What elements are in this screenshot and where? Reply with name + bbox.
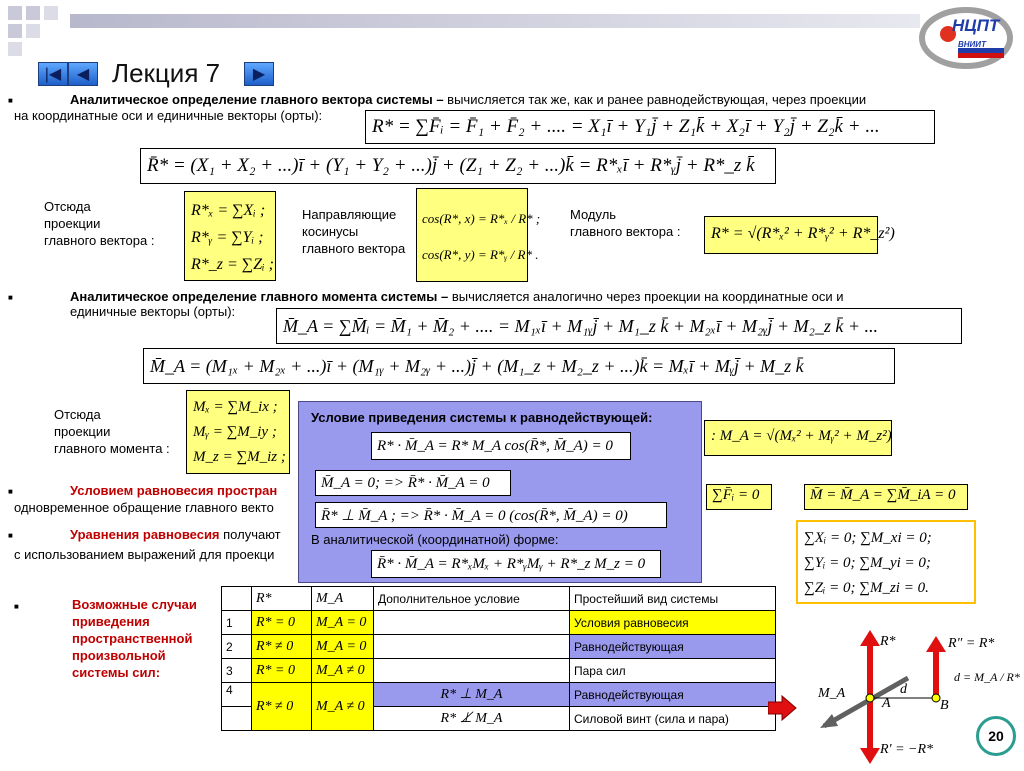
header-cell: R*	[252, 587, 312, 611]
point-a	[866, 694, 874, 702]
cell-cond: R* ⊥̸ M_A	[374, 707, 570, 731]
cell-r: R* = 0	[252, 659, 312, 683]
cell-cond	[374, 659, 570, 683]
section1-text1: вычисляется так же, как и ранее равнодействующая, через проекции	[443, 92, 867, 107]
header-cell	[222, 587, 252, 611]
cell-n: 1	[222, 611, 252, 635]
bullet-icon: ■	[8, 293, 13, 302]
direction-cosines-formula	[416, 188, 541, 282]
main-moment-formula-1: M̄_A = ∑M̄ᵢ = M̄₁ + M̄₂ + .... = M₁ₓī + M₁ᵧj̄ + M₁_z k̄ + M₂ₓī + M₂ᵧj̄ + M₂_z k̄ + ...	[276, 308, 962, 344]
nav-prev-button[interactable]	[68, 62, 98, 86]
cell-r: R* = 0	[252, 611, 312, 635]
page-number-badge: 20	[976, 716, 1016, 756]
cell-kind: Равнодействующая	[570, 683, 776, 707]
table-header-row	[222, 587, 776, 611]
logo-text: НЦПТ	[952, 16, 1000, 35]
arrow-left-icon: ◀	[76, 66, 90, 83]
proj-z: R*_z = ∑Zᵢ ;	[191, 256, 274, 273]
mproj-x: Mₓ = ∑M_ix ;	[193, 399, 278, 415]
label-d: d	[900, 682, 907, 697]
arrow-right-icon: ▶	[252, 66, 266, 83]
header-bar	[70, 14, 920, 28]
main-vector-formula-1: R* = ∑F̄ᵢ = F̄₁ + F̄₂ + .... = X₁ī + Y₁j̄ + Z₁k̄ + X₂ī + Y₂j̄ + Z₂k̄ + ...	[365, 110, 935, 144]
cell-r: R* ≠ 0	[252, 683, 312, 731]
equilibrium-force-formula: ∑F̄ᵢ = 0	[706, 484, 772, 510]
equations-heading-line	[70, 527, 281, 542]
label-r-double-prime: R″ = R*	[948, 636, 995, 651]
section2-text2: единичные векторы (орты):	[70, 304, 236, 319]
r-double-prime-arrowhead	[926, 636, 946, 652]
vector-modulus-label: Модуль главного вектора :	[570, 207, 681, 239]
section1-heading: Аналитическое определение главного вектора системы –	[70, 92, 444, 107]
skip-back-icon: |◀	[44, 66, 62, 83]
cos-y: cos(R*, y) = R*ᵧ / R* .	[422, 247, 539, 262]
vector-modulus-formula: R* = √(R*ₓ² + R*ᵧ² + R*_z²)	[704, 216, 878, 254]
cell-cond	[374, 635, 570, 659]
cases-label: Возможные случаи приведения пространственной произвольной системы сил:	[72, 597, 197, 680]
panel-title: Условие приведения системы к равнодействующей:	[311, 410, 653, 425]
table-row	[222, 635, 776, 659]
panel-subtitle: В аналитической (координатной) форме:	[311, 532, 559, 547]
decor-square	[26, 24, 40, 38]
bullet-icon: ■	[14, 602, 19, 611]
label-r-star: R*	[880, 634, 896, 649]
table-row	[222, 659, 776, 683]
logo-subtext: ВНИИТ	[958, 40, 986, 49]
section2-intro	[70, 289, 950, 304]
direction-cosines-label: Направляющие косинусы главного вектора	[302, 207, 406, 256]
cell-kind: Равнодействующая	[570, 635, 776, 659]
equations-heading-rest: получают	[219, 527, 281, 542]
decor-square	[8, 6, 22, 20]
equilibrium-heading: Условием равновесия простран	[70, 483, 278, 498]
page-title: Лекция 7	[112, 58, 221, 88]
decor-square	[8, 42, 22, 56]
equations-text: с использованием выражений для проекци	[14, 547, 275, 562]
r-star-arrowhead	[860, 630, 880, 646]
section2-text1: вычисляется аналогично через проекции на координатные оси и	[448, 289, 844, 304]
panel-formula-1: R* · M̄_A = R* M_A cos(R̄*, M̄_A) = 0	[371, 432, 631, 460]
decor-square	[26, 6, 40, 20]
equilibrium-moment-formula: M̄ = M̄_A = ∑M̄_iA = 0	[804, 484, 968, 510]
cell-n: 3	[222, 659, 252, 683]
cell-n: 4	[222, 683, 252, 707]
cell-kind: Условия равновесия	[570, 611, 776, 635]
section2-heading: Аналитическое определение главного момента системы –	[70, 289, 449, 304]
mproj-z: M_z = ∑M_iz ;	[193, 449, 286, 465]
cases-table	[221, 586, 776, 731]
label-b: B	[940, 698, 949, 713]
eq-z: ∑Zᵢ = 0; ∑M_zi = 0.	[804, 580, 929, 596]
label-a: A	[882, 696, 891, 711]
label-r-prime: R′ = −R*	[880, 742, 934, 757]
cell-kind: Пара сил	[570, 659, 776, 683]
label-m-a: M_A	[818, 686, 846, 701]
cell-n: 2	[222, 635, 252, 659]
panel-formula-3: R̄* ⊥ M̄_A ; => R̄* · M̄_A = 0 (cos(R̄*, M̄_A) = 0)	[315, 502, 667, 528]
nav-next-button[interactable]	[244, 62, 274, 86]
bullet-icon: ■	[8, 487, 13, 496]
header-cell: M_A	[312, 587, 374, 611]
cell-n	[222, 707, 252, 731]
vector-projections-label: Отсюда проекции главного вектора :	[44, 199, 155, 248]
cell-cond	[374, 611, 570, 635]
section1-text2: на координатные оси и единичные векторы (орты):	[14, 108, 323, 123]
equilibrium-text: одновременное обращение главного векто	[14, 500, 274, 515]
equations-heading: Уравнения равновесия	[70, 527, 220, 542]
point-b	[932, 694, 940, 702]
equilibrium-equations	[796, 520, 976, 604]
bullet-icon: ■	[8, 96, 13, 105]
main-vector-formula-2: R̄* = (X₁ + X₂ + ...)ī + (Y₁ + Y₂ + ...)j̄ + (Z₁ + Z₂ + ...)k̄ = R*ₓī + R*ᵧj̄ + R*_z k̄	[140, 148, 776, 184]
moment-modulus-formula: : M_A = √(Mₓ² + Mᵧ² + M_z²)	[704, 420, 892, 456]
cell-m: M_A = 0	[312, 611, 374, 635]
label-d-formula: d = M_A / R*	[954, 670, 1020, 684]
moment-projections-formula	[186, 390, 290, 474]
main-moment-formula-2: M̄_A = (M₁ₓ + M₂ₓ + ...)ī + (M₁ᵧ + M₂ᵧ + ...)j̄ + (M₁_z + M₂_z + ...)k̄ = Mₓī + Mᵧj̄ + M_z k̄	[143, 348, 895, 384]
proj-y: R*ᵧ = ∑Yᵢ ;	[191, 229, 264, 246]
panel-formula-2: M̄_A = 0; => R̄* · M̄_A = 0	[315, 470, 511, 496]
panel-formula-4: R̄* · M̄_A = R*ₓMₓ + R*ᵧMᵧ + R*_z M_z = 0	[371, 550, 661, 578]
cell-m: M_A = 0	[312, 635, 374, 659]
logo	[918, 4, 1014, 70]
r-prime-arrowhead	[860, 748, 880, 764]
vector-projections-formula	[184, 191, 276, 281]
proj-x: R*ₓ = ∑Xᵢ ;	[191, 202, 266, 219]
cos-x: cos(R*, x) = R*ₓ / R* ;	[422, 211, 541, 226]
resultant-condition-panel	[298, 401, 702, 583]
cell-kind: Силовой винт (сила и пара)	[570, 707, 776, 731]
decor-square	[44, 6, 58, 20]
cell-cond: R* ⊥ M_A	[374, 683, 570, 707]
eq-x: ∑Xᵢ = 0; ∑M_xi = 0;	[804, 530, 932, 546]
cell-m: M_A ≠ 0	[312, 683, 374, 731]
table-row	[222, 611, 776, 635]
cell-r: R* ≠ 0	[252, 635, 312, 659]
header-cell: Простейший вид системы	[570, 587, 776, 611]
moment-projections-label: Отсюда проекции главного момента :	[54, 407, 170, 456]
header-cell: Дополнительное условие	[374, 587, 570, 611]
pointer-arrow	[768, 696, 796, 720]
mproj-y: Mᵧ = ∑M_iy ;	[193, 424, 277, 440]
cell-m: M_A ≠ 0	[312, 659, 374, 683]
eq-y: ∑Yᵢ = 0; ∑M_yi = 0;	[804, 555, 931, 571]
nav-first-button[interactable]	[38, 62, 68, 86]
bullet-icon: ■	[8, 531, 13, 540]
section1-intro	[70, 92, 950, 107]
moment-arrowhead	[820, 714, 838, 728]
table-row	[222, 683, 776, 707]
decor-square	[8, 24, 22, 38]
